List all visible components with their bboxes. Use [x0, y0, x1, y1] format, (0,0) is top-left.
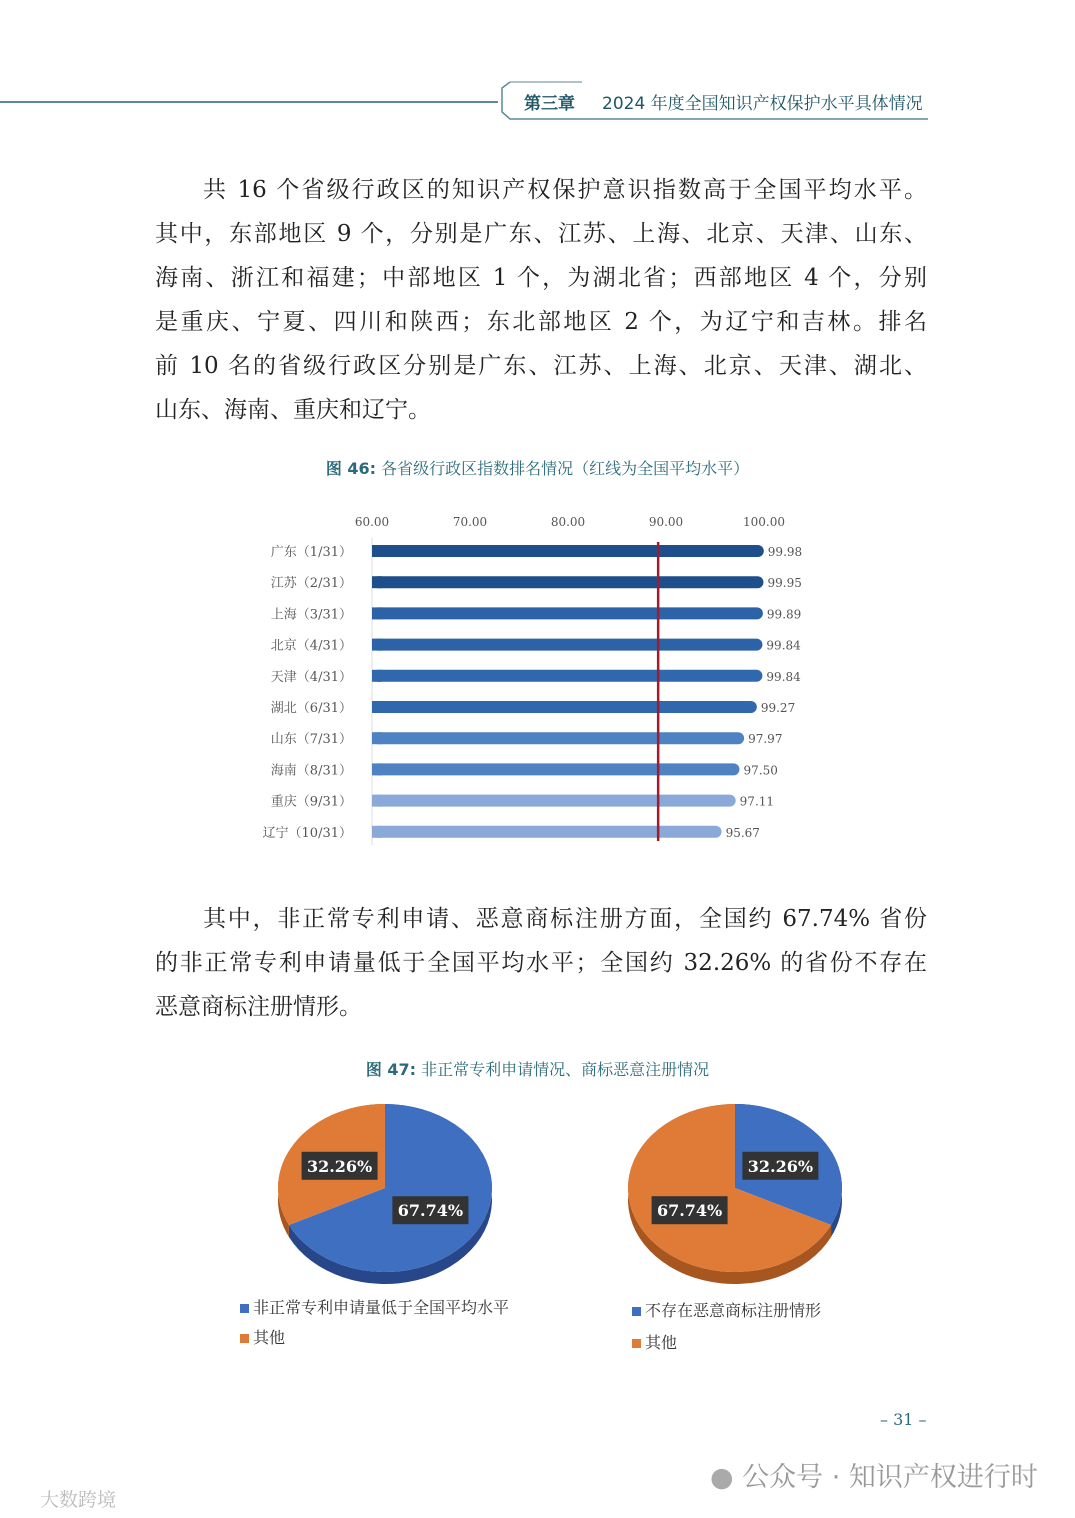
watermark-text: 公众号 · 知识产权进行时	[742, 1462, 1038, 1493]
figure-number: 图 46:	[325, 459, 377, 478]
brand-watermark: 大数跨境	[40, 1489, 117, 1511]
x-tick-label: 90.00	[648, 515, 684, 529]
y-category-label: 海南（8/31）	[270, 763, 352, 779]
data-label: 99.89	[766, 607, 802, 622]
bar-left-cap	[372, 639, 382, 651]
text-line: 其中，非正常专利申请、恶意商标注册方面，全国约 67.74% 省份	[203, 906, 927, 932]
bar-left-cap	[372, 607, 382, 619]
legend-item	[240, 1325, 285, 1348]
text-line: 海南、浙江和福建；中部地区 1 个，为湖北省；西部地区 4 个，分别	[155, 265, 927, 291]
legend-label: 其他	[645, 1333, 678, 1352]
figure-47-caption	[0, 1057, 1075, 1080]
data-label: 97.11	[739, 794, 775, 809]
y-category-label: 广东（1/31）	[270, 545, 352, 560]
y-category-label: 山东（7/31）	[270, 732, 352, 748]
data-label: 97.97	[748, 732, 783, 747]
text-line: 其中，东部地区 9 个，分别是广东、江苏、上海、北京、天津、山东、	[155, 221, 927, 247]
text-line: 前 10 名的省级行政区分别是广东、江苏、上海、北京、天津、湖北、	[155, 353, 927, 379]
bar-left-cap	[372, 763, 382, 775]
bar	[372, 545, 764, 557]
legend-swatch	[240, 1334, 249, 1343]
data-label: 95.67	[725, 825, 760, 840]
text-line: 共 16 个省级行政区的知识产权保护意识指数高于全国平均水平。	[203, 177, 927, 203]
data-label: 67.74%	[656, 1201, 723, 1221]
legend-label: 其他	[253, 1328, 286, 1347]
data-label: 99.84	[766, 638, 801, 653]
y-category-label: 湖北（6/31）	[270, 701, 352, 716]
legend-item	[240, 1295, 509, 1318]
figure-46-caption	[0, 456, 1075, 479]
bar	[372, 763, 740, 775]
x-tick-label: 100.00	[743, 515, 785, 529]
figure-title: 各省级行政区指数排名情况（红线为全国平均水平）	[381, 459, 750, 478]
header-rule-left	[0, 101, 498, 103]
data-label: 67.74%	[397, 1201, 464, 1221]
text-line: 山东、海南、重庆和辽宁。	[155, 397, 431, 423]
pie-chart-trademark	[620, 1100, 860, 1290]
bar	[372, 607, 763, 619]
y-category-label: 上海（3/31）	[270, 607, 352, 623]
x-tick-label: 60.00	[354, 515, 390, 529]
text-line: 的非正常专利申请量低于全国平均水平；全国约 32.26% 的省份不存在	[155, 950, 927, 976]
text-line: 是重庆、宁夏、四川和陕西；东北部地区 2 个，为辽宁和吉林。排名	[155, 309, 927, 335]
chapter-label: 第三章	[524, 94, 575, 114]
x-tick-label: 70.00	[452, 515, 488, 529]
wechat-icon: ●	[710, 1462, 734, 1493]
text-line: 恶意商标注册情形。	[155, 994, 362, 1020]
data-label: 99.84	[766, 669, 801, 684]
y-category-label: 北京（4/31）	[270, 638, 352, 654]
figure-number: 图 47:	[365, 1060, 417, 1079]
legend-item	[632, 1298, 821, 1321]
legend-label: 不存在恶意商标注册情形	[645, 1301, 822, 1320]
chapter-title: 2024 年度全国知识产权保护水平具体情况	[602, 94, 923, 114]
y-category-label: 江苏（2/31）	[270, 576, 352, 592]
bar	[372, 701, 757, 713]
bar-left-cap	[372, 701, 382, 713]
figure-title: 非正常专利申请情况、商标恶意注册情况	[421, 1060, 710, 1079]
data-label: 32.26%	[306, 1156, 373, 1176]
y-category-label: 重庆（9/31）	[270, 794, 352, 810]
paragraph-1	[155, 168, 927, 432]
bar-left-cap	[372, 826, 382, 838]
wechat-watermark	[710, 1455, 1038, 1494]
data-label: 99.98	[767, 545, 803, 559]
bar-chart	[0, 500, 1075, 860]
legend-label: 非正常专利申请量低于全国平均水平	[253, 1298, 510, 1317]
paragraph-2	[155, 897, 927, 1029]
bar-left-cap	[372, 732, 382, 744]
page-number: – 31 –	[880, 1410, 927, 1429]
bar	[372, 639, 762, 651]
data-label: 99.27	[760, 701, 796, 715]
y-category-label: 辽宁（10/31）	[262, 825, 352, 841]
bar-left-cap	[372, 576, 382, 588]
bar-left-cap	[372, 795, 382, 807]
y-category-label: 天津（4/31）	[270, 669, 352, 685]
legend-item	[632, 1330, 677, 1353]
legend-swatch	[632, 1339, 641, 1348]
data-label: 97.50	[743, 763, 778, 778]
x-tick-label: 80.00	[550, 515, 586, 529]
pie-chart-patent	[270, 1100, 510, 1290]
bar	[372, 732, 744, 744]
data-label: 99.95	[767, 576, 802, 591]
bar	[372, 576, 764, 588]
data-label: 32.26%	[747, 1156, 814, 1176]
bar	[372, 795, 736, 807]
legend-swatch	[240, 1304, 249, 1313]
bar-left-cap	[372, 670, 382, 682]
bar-left-cap	[372, 545, 382, 557]
legend-swatch	[632, 1307, 641, 1316]
bar	[372, 670, 762, 682]
bar	[372, 826, 722, 838]
